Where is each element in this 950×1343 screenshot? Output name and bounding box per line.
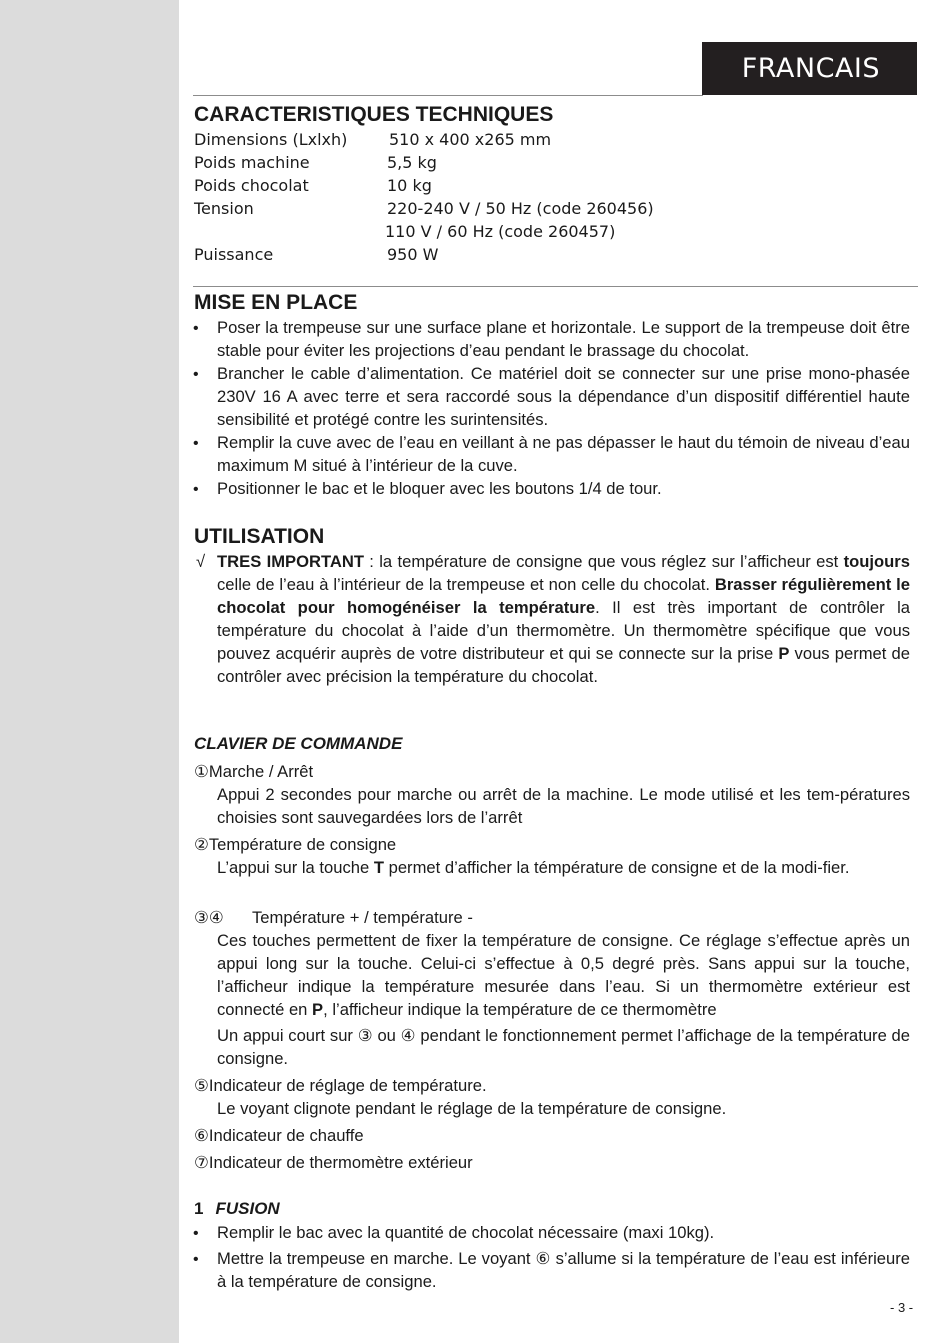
clavier-title: CLAVIER DE COMMANDE: [194, 734, 403, 753]
divider-top: [193, 95, 703, 96]
spec-label-puissance: Puissance: [194, 245, 274, 264]
mise-en-place-item: Positionner le bac et le bloquer avec les boutons 1/4 de tour.: [217, 479, 662, 498]
key-34-description: Ces touches permettent de fixer la température de consigne. Ce réglage s’effectue après un appui long sur la touche. Celui-ci s’effectue à 0,5 degré près. Sans appui sur la touche, l’afficheur indique la température mesurée dans l’eau. Si un thermomètre extérieur est connecté en P, l’afficheur indique la température de ce thermomètre: [217, 931, 910, 1019]
key-1-item: ①Marche / Arrêt: [194, 762, 314, 781]
mise-en-place-item: Brancher le cable d’alimentation. Ce matériel doit se connecter sur une prise mono-phasée 230V 16 A avec terre et sera raccordé sous la dépendance d’un dispositif différentiel haute sensibilité et protégé contre les surintensités.: [217, 364, 910, 429]
key-2-description: L’appui sur la touche T permet d’afficher la témpérature de consigne et de la modi-fier.: [217, 858, 850, 877]
key-6-number-icon: ⑥: [194, 1126, 209, 1145]
spec-label-dimensions: Dimensions (Lxlxh): [194, 130, 348, 149]
bullet-marker: •: [193, 435, 199, 452]
bullet-marker: •: [193, 366, 199, 383]
key-5-description: Le voyant clignote pendant le réglage de la température de consigne.: [217, 1099, 727, 1118]
spec-label-poids-chocolat: Poids chocolat: [194, 176, 309, 195]
bullet-marker: •: [193, 1251, 199, 1268]
divider-middle: [193, 286, 918, 287]
key-34-note: Un appui court sur ③ ou ④ pendant le fonctionnement permet l’affichage de la température de consigne.: [217, 1026, 911, 1068]
bullet-marker: •: [193, 1225, 199, 1242]
spec-value-puissance: 950 W: [387, 245, 439, 264]
key-5-number-icon: ⑤: [194, 1076, 209, 1095]
spec-label-poids-machine: Poids machine: [194, 153, 310, 172]
key-5-item: ⑤Indicateur de réglage de température.: [194, 1076, 487, 1095]
bullet-marker: •: [193, 320, 199, 337]
fusion-item: Mettre la trempeuse en marche. Le voyant ⑥ s’allume si la température de l’eau est inférieure à la température de consigne.: [217, 1249, 910, 1291]
key-1-description: Appui 2 secondes pour marche ou arrêt de la machine. Le mode utilisé et les tem-pératures choisies sont sauvegardées lors de l’arrêt: [217, 785, 910, 827]
spec-value-tension: 220-240 V / 50 Hz (code 260456): [387, 199, 654, 218]
spec-value-tension-alt: 110 V / 60 Hz (code 260457): [385, 222, 616, 241]
key-6-item: ⑥Indicateur de chauffe: [194, 1126, 364, 1145]
bullet-marker: •: [193, 481, 199, 498]
key-34-title: Température + / température -: [252, 908, 473, 927]
fusion-heading: 1 FUSION: [194, 1199, 280, 1218]
left-margin-band: [0, 0, 179, 1343]
key-2-item: ②Température de consigne: [194, 835, 397, 854]
fusion-item: Remplir le bac avec la quantité de chocolat nécessaire (maxi 10kg).: [217, 1223, 715, 1242]
utilisation-title: UTILISATION: [194, 525, 325, 548]
key-7-number-icon: ⑦: [194, 1153, 209, 1172]
page-number: - 3 -: [890, 1300, 914, 1315]
specs-title: CARACTERISTIQUES TECHNIQUES: [194, 103, 554, 126]
language-tab: FRANCAIS: [702, 42, 917, 95]
mise-en-place-item: Poser la trempeuse sur une surface plane et horizontale. Le support de la trempeuse doit être stable pour éviter les projections d’eau pendant le brassage du chocolat.: [217, 318, 910, 360]
key-34-number-icon: ③④: [194, 908, 224, 927]
mise-en-place-title: MISE EN PLACE: [194, 291, 358, 314]
spec-value-poids-chocolat: 10 kg: [387, 176, 432, 195]
utilisation-paragraph: TRES IMPORTANT : la température de consigne que vous réglez sur l’afficheur est toujours celle de l’eau à l’intérieur de la trempeuse et non celle du chocolat. Brasser régulièrement le chocolat pour homogénéiser la température. Il est très important de contrôler la température du chocolat à l’aide d’un thermomètre. Un thermomètre spécifique que vous pouvez acquérir auprès de votre distributeur et qui se connecte sur la prise P vous permet de contrôler avec précision la température du chocolat.: [217, 552, 910, 686]
key-7-item: ⑦Indicateur de thermomètre extérieur: [194, 1153, 473, 1172]
spec-label-tension: Tension: [194, 199, 254, 218]
spec-value-dimensions: 510 x 400 x265 mm: [389, 130, 552, 149]
mise-en-place-item: Remplir la cuve avec de l’eau en veillant à ne pas dépasser le haut du témoin de niveau d’eau maximum M situé à l’intérieur de la cuve.: [217, 433, 910, 475]
key-1-number-icon: ①: [194, 762, 209, 781]
check-mark-icon: √: [196, 552, 206, 571]
spec-value-poids-machine: 5,5 kg: [387, 153, 437, 172]
key-2-number-icon: ②: [194, 835, 209, 854]
